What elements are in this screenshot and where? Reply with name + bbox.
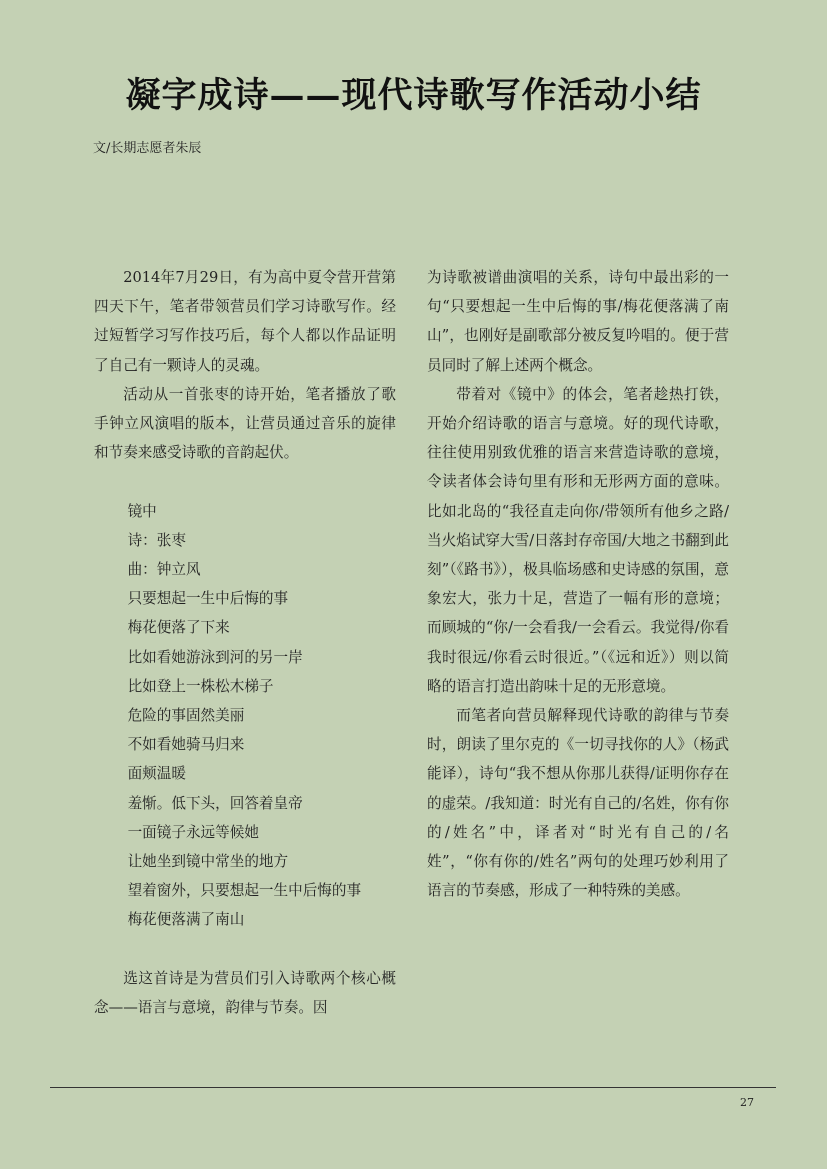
spacer (94, 935, 396, 964)
poem-line: 一面镜子永远等候她 (127, 823, 259, 841)
poem-line: 梅花便落满了南山 (127, 911, 245, 929)
poem-line: 面颊温暖 (127, 765, 186, 783)
poem-line: 比如登上一株松木梯子 (127, 677, 274, 695)
continued-paragraph: 为诗歌被谱曲演唱的关系，诗句中最出彩的一句“只要想起一生中后悔的事/梅花便落满了南山”，也刚好是副歌部分被反复吟唱的。便于营员同时了解上述两个概念。 (427, 269, 729, 374)
intro-paragraph-1: 2014年7月29日，有为高中夏令营开营第四天下午，笔者带领营员们学习诗歌写作。经过短暂学习写作技巧后，每个人都以作品证明了自己有一颗诗人的灵魂。 (94, 269, 396, 374)
rhythm-paragraph: 而笔者向营员解释现代诗歌的韵律与节奏时，朗读了里尔克的《一切寻找你的人》（杨武能译），诗句“我不想从你那儿获得/证明你存在的虚荣。/我知道：时光有自己的/名姓，你有你的/姓名”中，译者对“时光有自己的/名姓”，“你有你的/姓名”两句的处理巧妙利用了语言的节奏感，形成了一种特殊的美感。 (427, 707, 729, 900)
right-column (427, 263, 729, 905)
poem-composer: 曲：钟立风 (127, 561, 201, 579)
language-imagery-paragraph: 带着对《镜中》的体会，笔者趁热打铁，开始介绍诗歌的语言与意境。好的现代诗歌，往往使用别致优雅的语言来营造诗歌的意境，令读者体会诗句里有形和无形两方面的意味。比如北岛的“我径直走向你/带领所有他乡之路/当火焰试穿大雪/日落封存帝国/大地之书翻到此刻”（《路书》），极具临场感和史诗感的氛围，意象宏大，张力十足，营造了一幅有形的意境；而顾城的“你/一会看我/一会看云。我觉得/你看我时很远/你看云时很近。”（《远和近》）则以简略的语言打造出韵味十足的无形意境。 (427, 385, 729, 695)
closing-paragraph: 选这首诗是为营员们引入诗歌两个核心概念——语言与意境，韵律与节奏。因 (94, 969, 396, 1017)
poem-line: 不如看她骑马归来 (127, 736, 245, 754)
byline: 文/长期志愿者朱辰 (93, 141, 202, 156)
poem-line: 让她坐到镜中常坐的地方 (127, 853, 289, 871)
footer-divider (50, 1087, 776, 1088)
poem-title: 镜中 (127, 502, 157, 520)
poem-line: 只要想起一生中后悔的事 (127, 590, 289, 608)
poem-line: 望着窗外，只要想起一生中后悔的事 (127, 882, 362, 900)
poem-line: 危险的事固然美丽 (127, 707, 245, 725)
left-column (94, 263, 396, 1022)
poem-line: 梅花便落了下来 (127, 619, 230, 637)
article-title: 凝字成诗——现代诗歌写作活动小结 (125, 75, 702, 116)
spacer (94, 467, 396, 496)
poem-author: 诗：张枣 (127, 531, 186, 549)
poem (94, 497, 396, 935)
page-number: 27 (740, 1096, 754, 1109)
poem-line: 羞惭。低下头，回答着皇帝 (127, 794, 303, 812)
poem-line: 比如看她游泳到河的另一岸 (127, 648, 303, 666)
intro-paragraph-2: 活动从一首张枣的诗开始，笔者播放了歌手钟立风演唱的版本，让营员通过音乐的旋律和节奏来感受诗歌的音韵起伏。 (94, 385, 396, 462)
